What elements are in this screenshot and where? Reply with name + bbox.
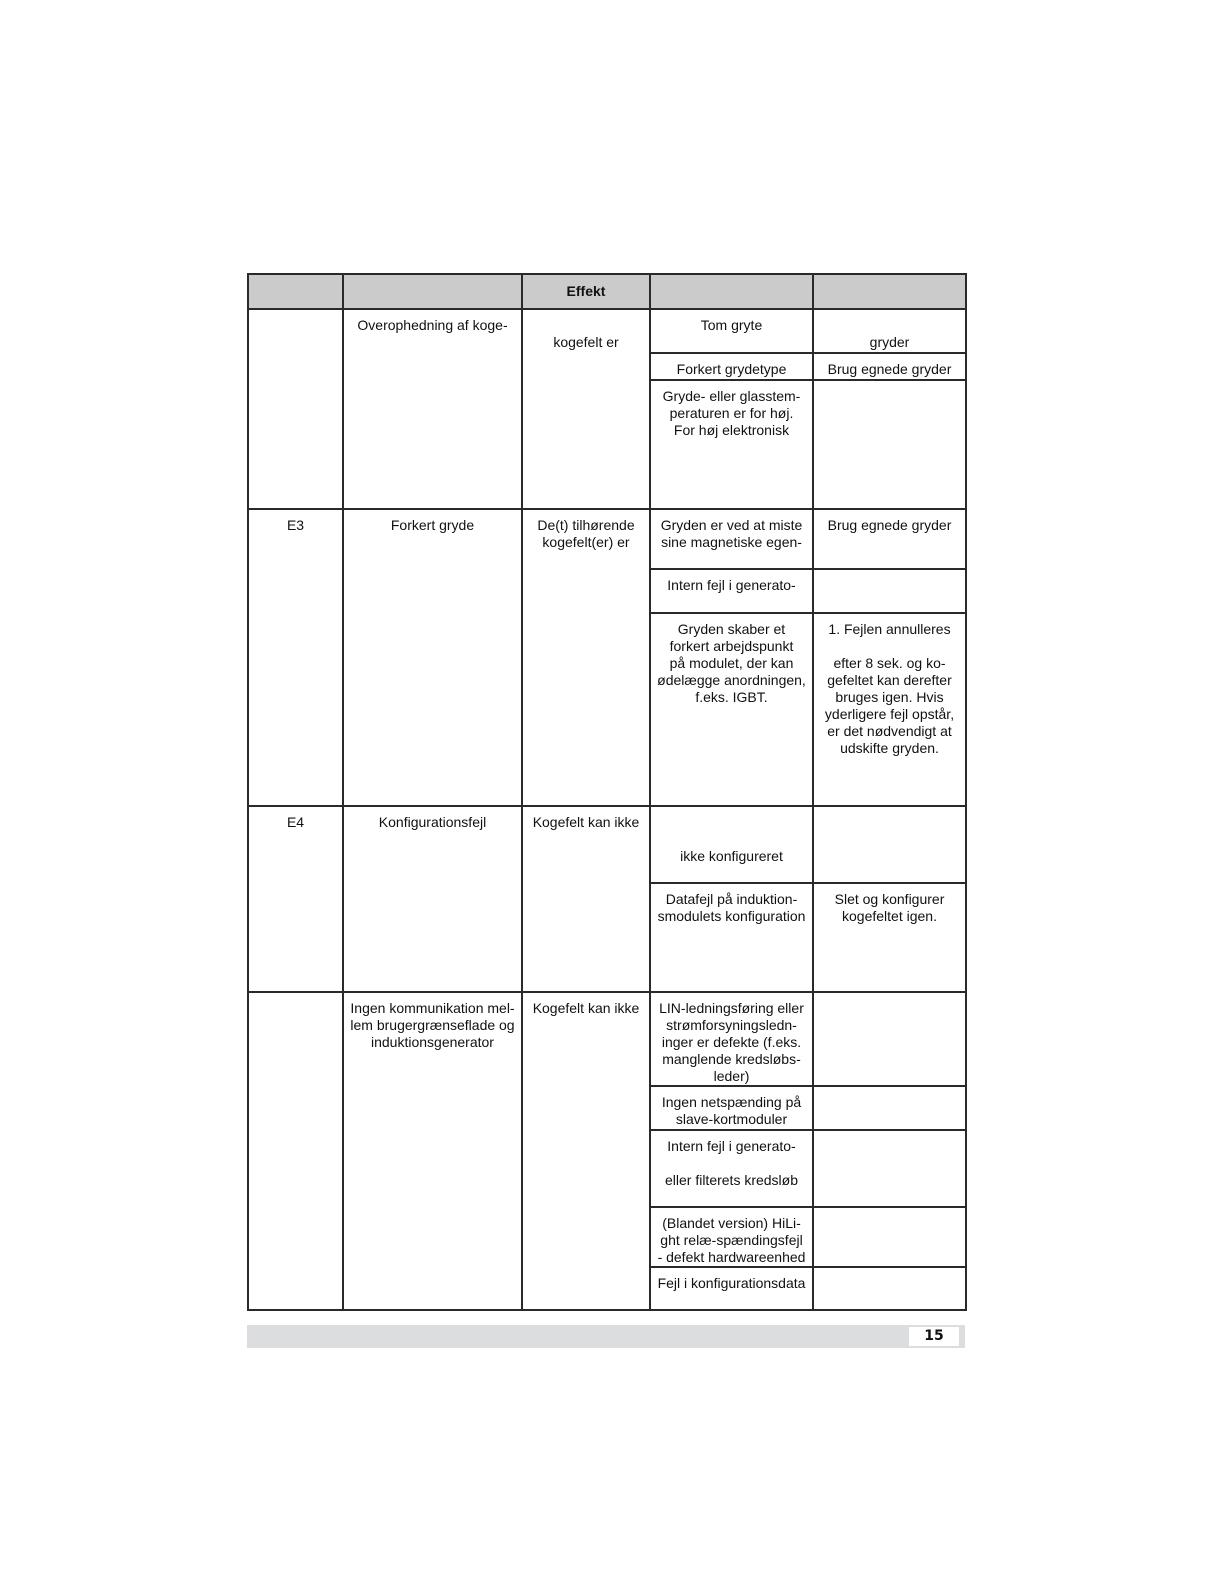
- header-code: [248, 274, 343, 309]
- effect-cell: kogefelt er: [522, 309, 650, 509]
- cause-cell: Forkert gryde: [343, 509, 522, 806]
- header-effect: Effekt: [522, 274, 650, 309]
- solution-cell: Brug egnede gryder: [813, 509, 966, 569]
- solution-cell: [813, 992, 966, 1086]
- effect-cell: Kogefelt kan ikke: [522, 806, 650, 992]
- problem-cell: Datafejl på induktion- smodulets konfiguration: [650, 883, 813, 992]
- page-number: 15: [909, 1327, 959, 1346]
- solution-cell: [813, 569, 966, 613]
- solution-cell: [813, 380, 966, 509]
- table-row: [248, 309, 966, 353]
- solution-cell: Brug egnede gryder: [813, 353, 966, 380]
- effect-cell: Kogefelt kan ikke: [522, 992, 650, 1310]
- solution-cell: [813, 1086, 966, 1130]
- problem-cell: Gryde- eller glasstem- peraturen er for høj. For høj elektronisk: [650, 380, 813, 509]
- solution-cell: 1. Fejlen annulleres efter 8 sek. og ko- gefeltet kan derefter bruges igen. Hvis yderligere fejl opstår, er det nødvendigt at udskifte gryden.: [813, 613, 966, 806]
- problem-cell: Ingen netspænding på slave-kortmoduler: [650, 1086, 813, 1130]
- problem-cell: Gryden er ved at miste sine magnetiske egen-: [650, 509, 813, 569]
- table-row: [248, 509, 966, 569]
- cause-cell: Ingen kommunikation mel- lem brugergrænseflade og induktionsgenerator: [343, 992, 522, 1310]
- problem-cell: LIN-ledningsføring eller strømforsyningsledn- inger er defekte (f.eks. manglende kredsløbs- leder): [650, 992, 813, 1086]
- solution-cell: gryder: [813, 309, 966, 353]
- solution-cell: Slet og konfigurer kogefeltet igen.: [813, 883, 966, 992]
- problem-cell: Forkert grydetype: [650, 353, 813, 380]
- problem-cell: Intern fejl i generato- eller filterets kredsløb: [650, 1130, 813, 1207]
- code-cell: [248, 992, 343, 1310]
- page-footer-bar: [247, 1325, 965, 1348]
- problem-cell: Tom gryte: [650, 309, 813, 353]
- code-cell: E3: [248, 509, 343, 806]
- table-header-row: [248, 274, 966, 309]
- error-code-table: [247, 273, 967, 1311]
- solution-cell: [813, 806, 966, 883]
- code-cell: [248, 309, 343, 509]
- table-row: [248, 806, 966, 883]
- problem-cell: Intern fejl i generato-: [650, 569, 813, 613]
- effect-cell: De(t) tilhørende kogefelt(er) er: [522, 509, 650, 806]
- table-row: [248, 992, 966, 1086]
- header-cause: [343, 274, 522, 309]
- problem-cell: Gryden skaber et forkert arbejdspunkt på modulet, der kan ødelægge anordningen, f.eks. IGBT.: [650, 613, 813, 806]
- header-solution: [813, 274, 966, 309]
- header-problem: [650, 274, 813, 309]
- problem-cell: Fejl i konfigurationsdata: [650, 1267, 813, 1310]
- problem-cell: (Blandet version) HiLi- ght relæ-spændingsfejl - defekt hardwareenhed: [650, 1207, 813, 1267]
- cause-cell: Konfigurationsfejl: [343, 806, 522, 992]
- code-cell: E4: [248, 806, 343, 992]
- problem-cell: ikke konfigureret: [650, 806, 813, 883]
- cause-cell: Overophedning af koge-: [343, 309, 522, 509]
- solution-cell: [813, 1267, 966, 1310]
- solution-cell: [813, 1130, 966, 1207]
- solution-cell: [813, 1207, 966, 1267]
